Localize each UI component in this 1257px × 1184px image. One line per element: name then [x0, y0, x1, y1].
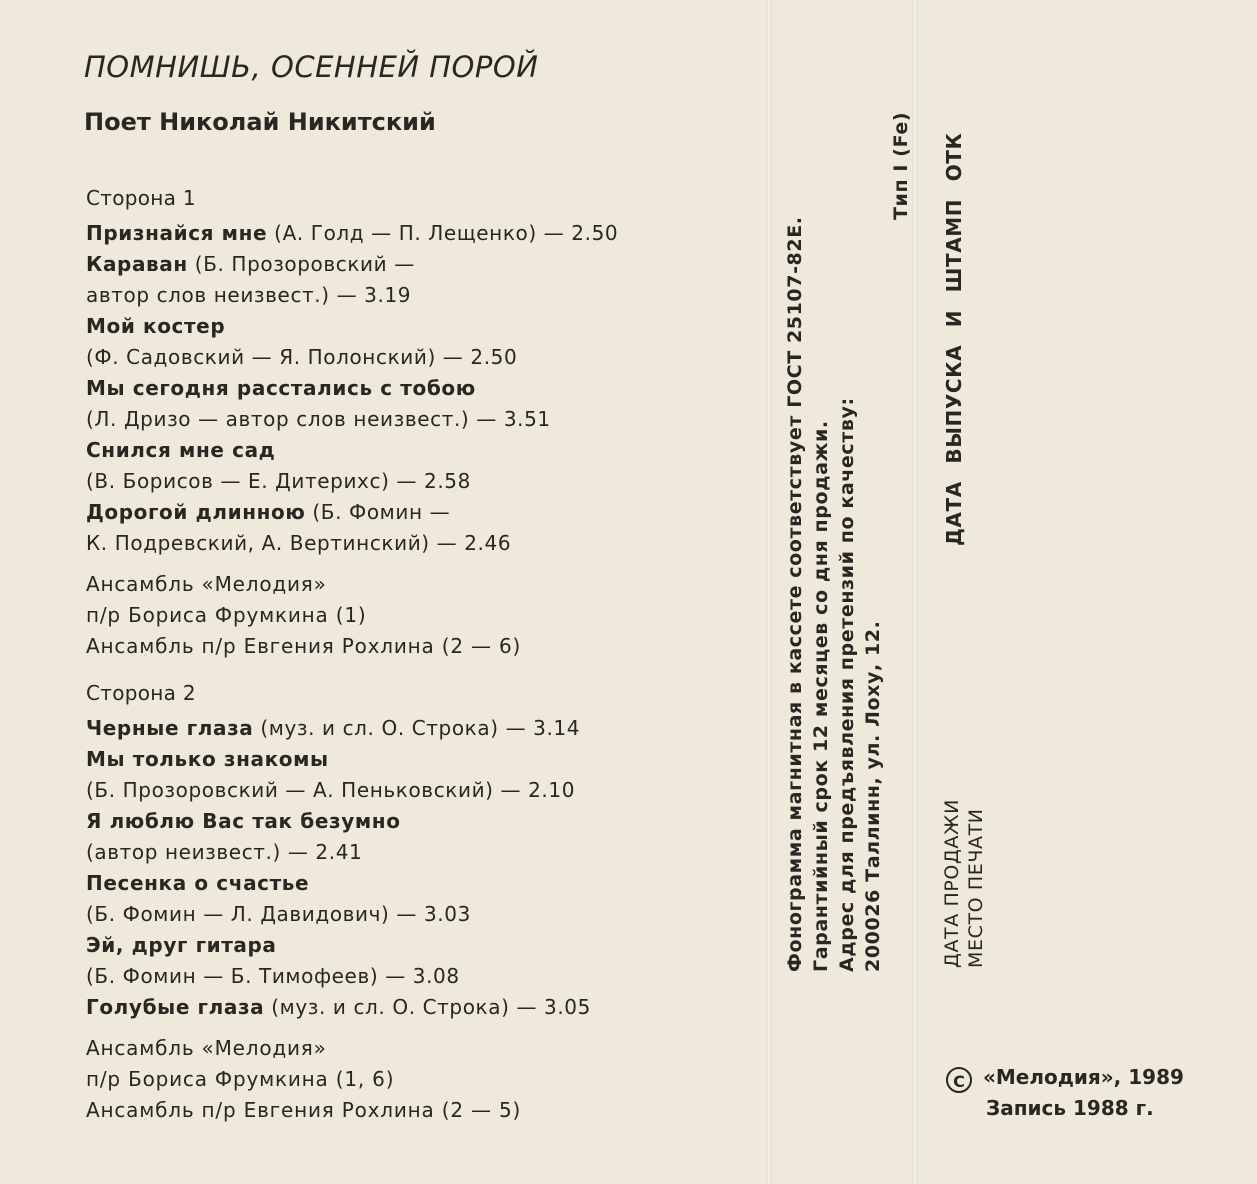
track-first-line — [86, 744, 746, 775]
track-first-line — [86, 311, 746, 342]
fold-line-left — [766, 0, 772, 1184]
track-item — [86, 249, 746, 311]
gost-line: Фонограмма магнитная в кассете соответствует ГОСТ 25107-82Е. — [784, 216, 806, 972]
side-1-credits — [86, 569, 746, 662]
album-title: ПОМНИШЬ, ОСЕННЕЙ ПОРОЙ — [84, 50, 539, 84]
track-credit: (Б. Прозоровский — — [187, 252, 415, 276]
copyright-block — [946, 1062, 1184, 1123]
sale-place-label: МЕСТО ПЕЧАТИ — [965, 808, 987, 968]
track-item — [86, 930, 746, 992]
track-first-line — [86, 992, 746, 1023]
side-2-track-list — [86, 713, 746, 1023]
gost-line: 200026 Таллинн, ул. Лоху, 12. — [862, 620, 884, 972]
track-title: Мой костер — [86, 314, 226, 338]
side-1-block — [86, 186, 746, 662]
track-first-line — [86, 930, 746, 961]
ensemble-credit: Ансамбль «Мелодия» — [86, 1036, 327, 1060]
track-item — [86, 435, 746, 497]
track-first-line — [86, 218, 746, 249]
track-first-line — [86, 435, 746, 466]
singer-line: Поет Николай Никитский — [84, 108, 436, 136]
track-credit-line: (Б. Фомин — Б. Тимофеев) — 3.08 — [86, 964, 460, 988]
track-title: Караван — [86, 252, 188, 276]
track-title: Признайся мне — [86, 221, 268, 245]
track-title: Голубые глаза — [86, 995, 265, 1019]
ensemble-credit: п/р Бориса Фрумкина (1) — [86, 603, 367, 627]
track-title: Я люблю Вас так безумно — [86, 809, 401, 833]
release-stamp-label: ДАТА ВЫПУСКА И ШТАМП ОТК — [942, 132, 966, 546]
track-first-line — [86, 868, 746, 899]
sale-date-block — [940, 799, 988, 968]
track-item — [86, 497, 746, 559]
track-credit-line: (Л. Дризо — автор слов неизвест.) — 3.51 — [86, 407, 551, 431]
track-title: Мы сегодня расстались с тобою — [86, 376, 476, 400]
ensemble-credit: Ансамбль «Мелодия» — [86, 572, 327, 596]
track-credit-line: автор слов неизвест.) — 3.19 — [86, 283, 412, 307]
track-credit-line: К. Подревский, А. Вертинский) — 2.46 — [86, 531, 512, 555]
ensemble-credit: п/р Бориса Фрумкина (1, 6) — [86, 1067, 395, 1091]
recording-year: Запись 1988 г. — [986, 1096, 1154, 1120]
track-item — [86, 373, 746, 435]
side-2-credits — [86, 1033, 746, 1126]
track-credit-line: (В. Борисов — Е. Дитерихс) — 2.58 — [86, 469, 471, 493]
gost-line: Гарантийный срок 12 месяцев со дня продажи. — [810, 420, 832, 972]
track-item — [86, 311, 746, 373]
track-title: Песенка о счастье — [86, 871, 310, 895]
gost-line: Адрес для предъявления претензий по качеству: — [836, 397, 858, 972]
track-credit-line: (Ф. Садовский — Я. Полонский) — 2.50 — [86, 345, 518, 369]
track-item — [86, 992, 746, 1023]
side-2-label: Сторона 2 — [86, 681, 196, 705]
track-first-line — [86, 713, 746, 744]
sale-date-label: ДАТА ПРОДАЖИ — [941, 799, 963, 968]
track-first-line — [86, 249, 746, 280]
track-first-line — [86, 497, 746, 528]
side-2-block — [86, 681, 746, 1126]
side-1-track-list — [86, 218, 746, 559]
copyright-icon: C — [946, 1067, 972, 1093]
spine-gost-text — [782, 216, 886, 972]
track-first-line — [86, 806, 746, 837]
track-item — [86, 218, 746, 249]
track-item — [86, 713, 746, 744]
track-first-line — [86, 373, 746, 404]
track-credit: (муз. и сл. О. Строка) — 3.14 — [253, 716, 581, 740]
track-item — [86, 744, 746, 806]
ensemble-credit: Ансамбль п/р Евгения Рохлина (2 — 5) — [86, 1098, 522, 1122]
track-credit: (муз. и сл. О. Строка) — 3.05 — [264, 995, 591, 1019]
track-title: Дорогой длинною — [86, 500, 306, 524]
track-title: Эй, друг гитара — [86, 933, 277, 957]
tape-type: Тип I (Fe) — [890, 111, 912, 220]
fold-line-right — [912, 0, 918, 1184]
side-1-label: Сторона 1 — [86, 186, 196, 210]
track-item — [86, 806, 746, 868]
track-credit-line: (автор неизвест.) — 2.41 — [86, 840, 363, 864]
track-item — [86, 868, 746, 930]
track-credit-line: (Б. Прозоровский — А. Пеньковский) — 2.10 — [86, 778, 576, 802]
track-title: Мы только знакомы — [86, 747, 329, 771]
track-title: Черные глаза — [86, 716, 254, 740]
track-title: Снился мне сад — [86, 438, 276, 462]
track-credit: (Б. Фомин — — [305, 500, 451, 524]
ensemble-credit: Ансамбль п/р Евгения Рохлина (2 — 6) — [86, 634, 522, 658]
copyright-text: «Мелодия», 1989 — [982, 1065, 1184, 1089]
track-credit: (А. Голд — П. Лещенко) — 2.50 — [267, 221, 619, 245]
track-credit-line: (Б. Фомин — Л. Давидович) — 3.03 — [86, 902, 471, 926]
